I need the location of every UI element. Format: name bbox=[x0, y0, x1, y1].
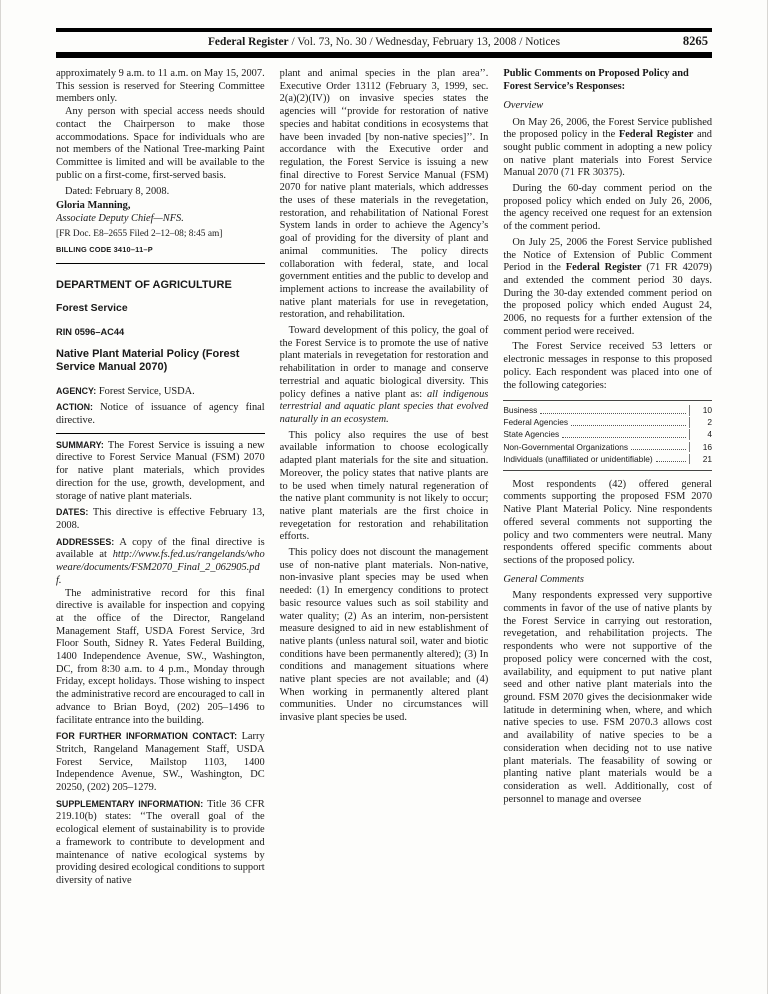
agency-line bbox=[56, 385, 265, 399]
para-overview-3 bbox=[503, 237, 712, 339]
row-value: 4 bbox=[689, 429, 712, 440]
row-label: Business bbox=[503, 405, 538, 416]
federal-register-bold-2: Federal Register bbox=[565, 262, 642, 274]
header-bottom-rule bbox=[56, 52, 712, 59]
running-head bbox=[56, 32, 712, 51]
table-row bbox=[503, 454, 712, 465]
para-best-information: This policy also requires the use of best available information to choose ecologically adapted plant materials for the site and situation. Moreover, the policy states that native plants are to be used when timely natural regeneration of the native plant community is not likely to occur; native plant materials are the first choice in revegetation for restoration and rehabilitation efforts. bbox=[279, 429, 489, 543]
section-separator-rule bbox=[56, 433, 265, 434]
dates-section bbox=[56, 506, 265, 532]
agency-label: AGENCY: bbox=[56, 385, 97, 396]
para-supplementary-continued: plant and animal species in the plan area’’. Executive Order 13112 (February 3, 1999, sec. 2(a)(2)(IV)) on invasive species states the agencies will ‘‘provide for restoration of native species and habitat conditions in ecosystems that have been invaded [by non-native species]’’. In accordance with the Executive order and regulation, the Forest Service is issuing a new final directive to Forest Service Manual (FSM) 2070 for native plant materials, which addresses the uses of these materials in the revegetation, restoration, and rehabilitation of National Forest System lands in order to achieve the Agency’s goal of providing for the diversity of plant and animal communities. The policy directs collaboration with federal, state, and local government entities and the public to develop and implement actions to increase the availability of native plant materials for use in revegetation, restoration, and rehabilitation. bbox=[279, 68, 489, 321]
contact-section bbox=[56, 730, 265, 795]
summary-label: SUMMARY: bbox=[56, 439, 104, 450]
action-label: ACTION: bbox=[56, 402, 93, 413]
action-line bbox=[56, 401, 265, 427]
header-title bbox=[208, 36, 560, 48]
row-label: State Agencies bbox=[503, 429, 560, 440]
dot-leader bbox=[656, 461, 686, 462]
dates-text: This directive is effective February 13, 2008. bbox=[56, 507, 265, 531]
policy-goal-text: Toward development of this policy, the goal of the Forest Service is to promote the use of native plant materials in revegetation for restoration and rehabilitation in order to manage and conserve terrestrial and aquatic biological diversity. This policy defines a native plant as: bbox=[279, 325, 489, 400]
overview3-pre: On July 25, 2006 the Forest Service published the Notice of Extension of Public Comment Period in the bbox=[503, 236, 712, 274]
dated-line: Dated: February 8, 2008. bbox=[65, 186, 170, 198]
respondent-categories-table bbox=[503, 400, 712, 470]
para-policy-goal bbox=[280, 325, 489, 427]
para-most-respondents: Most respondents (42) offered general comments supporting the proposed FSM 2070 Native Plant Material Policy. Nine respondents offered several comments not supporting the policy and two commenters were neutral. Many respondents offered specific comments about sections of the proposed policy. bbox=[503, 478, 712, 566]
contact-text: Larry Stritch, Rangeland Management Staff, USDA Forest Service, Mailstop 1103, 1400 Independence Avenue, SW., Washington, DC 20250, (202) 205–1279. bbox=[56, 731, 265, 794]
signature-title: Associate Deputy Chief—NFS. bbox=[56, 212, 184, 224]
addresses-section bbox=[56, 536, 265, 588]
directive-url: http://www.fs.fed.us/rangelands/whoweare/documents/FSM2070_Final_2_062905.pdf. bbox=[56, 549, 265, 586]
dot-leader bbox=[540, 413, 686, 414]
document-separator-rule bbox=[56, 263, 265, 264]
billing-code: BILLING CODE 3410–11–P bbox=[56, 245, 153, 255]
row-label: Federal Agencies bbox=[503, 417, 569, 428]
column-2 bbox=[280, 68, 489, 964]
para-nonnative-use: This policy does not discount the management use of non-native plant materials. Non-native, non-invasive plant species may be used when needed: (1) In emergency conditions to protect basic resource values such as soil stability and water quality; (2) As an interim, non-persistent measure designed to aid in new establishment of native plants (unless natural soil, water and biotic conditions have been permanently altered); (3) In conditions and management situations where native plant species are not available; and (4) When working in permanently altered plant communities. Under no circumstances will invasive plant species be used. bbox=[279, 547, 489, 724]
row-value: 10 bbox=[689, 405, 712, 416]
agency-text: Forest Service, USDA. bbox=[98, 385, 195, 397]
overview1-post: and sought public comment in adopting a new policy on native plant materials into Forest Service Manual 2070 (71 FR 30375). bbox=[503, 129, 712, 179]
overview-heading: Overview bbox=[503, 99, 544, 111]
row-value: 21 bbox=[689, 454, 712, 465]
supplementary-text: Title 36 CFR 219.10(b) states: ‘‘The overall goal of the ecological element of sustainability is to provide a framework to contribute to development and maintenance of native ecological systems by providing desired ecological conditions to support diversity of native bbox=[56, 798, 265, 886]
overview3-post: (71 FR 42079) and extended the comment period 30 days. During the 30-day extended comment period on the proposed policy which ended August 24, 2006, no requests for a further extension of the comment period were received. bbox=[503, 262, 712, 337]
table-row bbox=[503, 417, 712, 428]
page-number: 8265 bbox=[682, 33, 708, 48]
action-text: Notice of issuance of agency final directive. bbox=[56, 402, 265, 427]
addresses-label: ADDRESSES: bbox=[56, 536, 115, 547]
supplementary-label: SUPPLEMENTARY INFORMATION: bbox=[56, 798, 204, 809]
para-overview-1 bbox=[503, 117, 712, 181]
rin-number: RIN 0596–AC44 bbox=[56, 326, 125, 337]
public-comments-heading: Public Comments on Proposed Policy and Forest Service’s Responses: bbox=[503, 68, 689, 92]
page-header bbox=[56, 28, 712, 58]
department-heading: DEPARTMENT OF AGRICULTURE bbox=[56, 278, 232, 291]
general-comments-heading: General Comments bbox=[503, 573, 584, 585]
para-general-comments: Many respondents expressed very supportive comments in favor of the use of native plants by the Forest Service in carrying out restoration, revegetation, and rehabilitation projects. The respondents who were not supportive of the proposed policy were concerned with the cost, availability, and equipment to put native plant seed and other native plant materials into the ground. FSM 2070 gives the decisionmaker wide latitude in determining when, where, and which native species to use. FSM 2070.3 allows cost and availability of native species to be a consideration when deciding not to use native plant materials. The feasability of sowing or planting native plant materials would be a consideration as well. Additionally, cost of personnel to manage and oversee bbox=[503, 590, 712, 805]
column-3 bbox=[503, 68, 712, 964]
federal-register-bold-1: Federal Register bbox=[618, 129, 694, 141]
table-row bbox=[503, 405, 712, 416]
row-value: 2 bbox=[689, 417, 712, 428]
native-plant-definition: all indigenous terrestrial and aquatic plant species that evolved naturally in an ecosystem. bbox=[279, 388, 489, 425]
dot-leader bbox=[631, 449, 686, 450]
signature-name: Gloria Manning, bbox=[56, 200, 131, 212]
dot-leader bbox=[571, 425, 686, 426]
agency-heading: Forest Service bbox=[56, 302, 128, 314]
summary-section bbox=[56, 439, 265, 504]
table-row bbox=[503, 429, 712, 440]
journal-name: Federal Register bbox=[207, 35, 289, 48]
addresses-text: A copy of the final directive is available at bbox=[56, 536, 265, 561]
para-special-access: Any person with special access needs should contact the Chairperson to make those accommodations. Space for individuals who are not members of the National Tree-marking Paint Committee is limited and will be available to the public on a first-come, first-served basis. bbox=[56, 106, 265, 181]
dates-label: DATES: bbox=[56, 507, 89, 518]
summary-text: The Forest Service is issuing a new directive to Forest Service Manual (FSM) 2070 for native plant materials, which provides direction for the use, growth, development, and storage of native plant materials. bbox=[56, 439, 265, 502]
row-value: 16 bbox=[689, 442, 712, 453]
fr-doc-line: [FR Doc. E8–2655 Filed 2–12–08; 8:45 am] bbox=[56, 229, 223, 240]
page-columns bbox=[56, 68, 712, 964]
contact-label: FOR FURTHER INFORMATION CONTACT: bbox=[56, 731, 238, 742]
document-title: Native Plant Material Policy (Forest Service Manual 2070) bbox=[56, 348, 240, 374]
dot-leader bbox=[562, 437, 686, 438]
supplementary-section bbox=[56, 798, 265, 888]
row-label: Non-Governmental Organizations bbox=[503, 441, 629, 452]
issue-info: / Vol. 73, No. 30 / Wednesday, February 13, 2008 / Notices bbox=[288, 35, 561, 48]
overview1-pre: On May 26, 2006, the Forest Service published the proposed policy in the bbox=[503, 116, 712, 141]
column-1 bbox=[56, 68, 265, 964]
para-overview-2: During the 60-day comment period on the proposed policy which ended on July 26, 2006, the agency received one request for an extension of the comment period. bbox=[503, 183, 712, 233]
para-letters-received: The Forest Service received 53 letters or electronic messages in response to this proposed policy. Each respondent was placed into one of the following categories: bbox=[503, 341, 712, 391]
row-label: Individuals (unaffiliated or unidentifiable) bbox=[503, 453, 653, 464]
para-admin-record: The administrative record for this final directive is available for inspection and copying at the office of the Director, Rangeland Management Staff, USDA Forest Service, 3rd Floor South, Sidney R. Yates Federal Building, 1400 Independence Avenue, SW., Washington, DC, from 8:30 a.m. to 4 p.m., Monday through Friday, except holidays. Those wishing to inspect the administrative record are encouraged to call in advance to Brian Boyd, (202) 205–1496 to facilitate entrance into the building. bbox=[56, 587, 265, 726]
table-row bbox=[503, 442, 712, 453]
para-session-continued: approximately 9 a.m. to 11 a.m. on May 15, 2007. This session is reserved for Steering Committee members only. bbox=[56, 68, 265, 105]
